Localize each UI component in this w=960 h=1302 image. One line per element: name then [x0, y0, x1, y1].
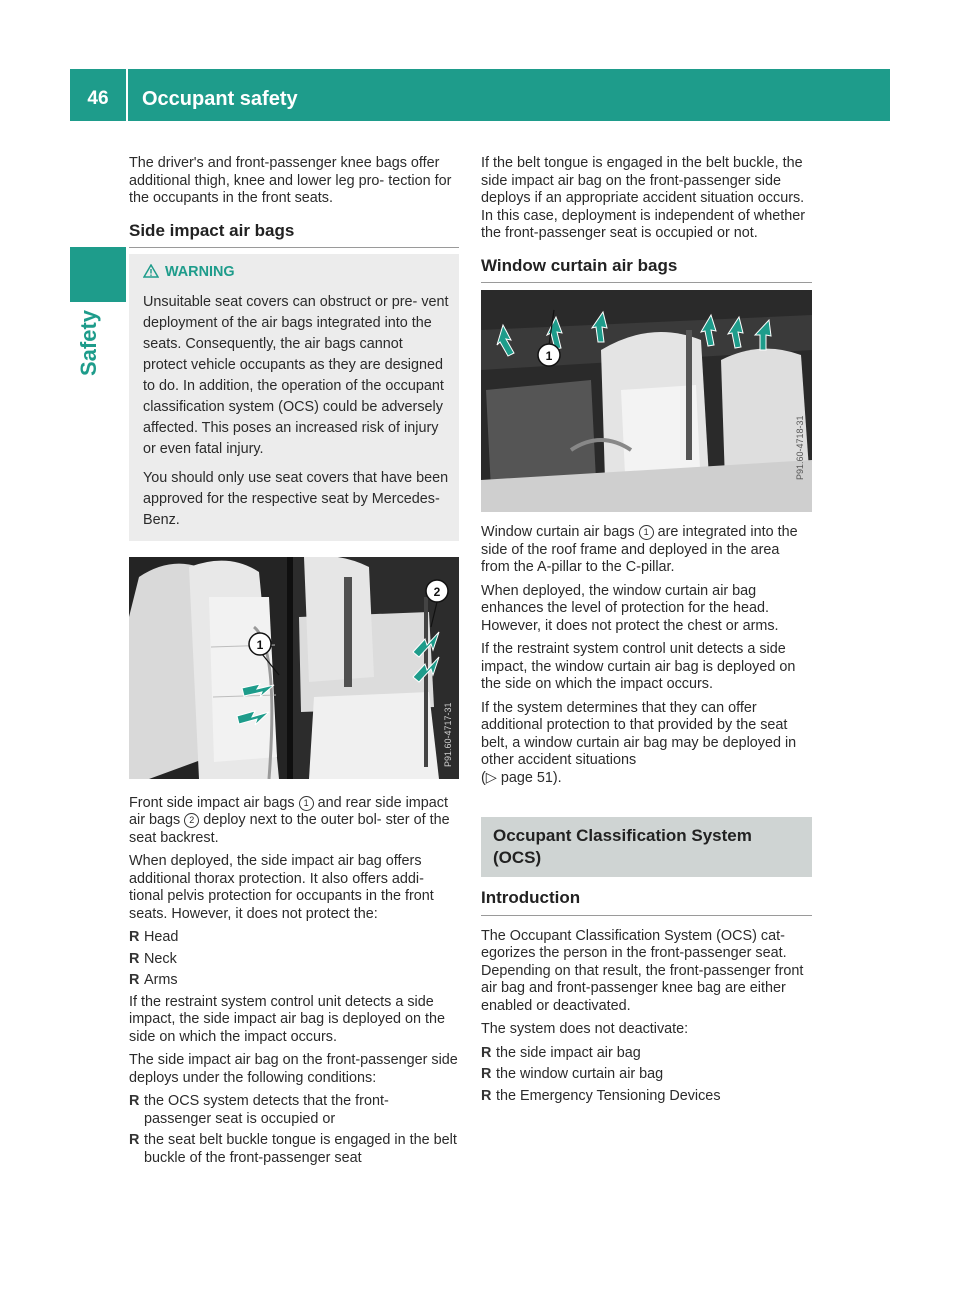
page-title: Occupant safety — [142, 88, 298, 110]
warning-text-2: You should only use seat covers that have been approved for the respective seat by Mercedes-Benz. — [143, 469, 449, 528]
callout-1-label: 1 — [256, 637, 264, 652]
side-impact-paragraph-2: When deployed, the side impact air bag offers additional thorax protection. It also offers addi- tional pelvis protection for occupants in the front seats. However, it does not protect the: — [129, 853, 434, 922]
ocs-section-heading-box — [481, 817, 812, 877]
window-curtain-paragraph-2: When deployed, the window curtain air bag enhances the level of protection for the head. However, it does not protect the chest or arms. — [481, 582, 779, 634]
heading-rule — [129, 247, 459, 248]
figure-code: P91.60-4718-31 — [795, 415, 805, 480]
sidebar-tab — [70, 247, 126, 302]
ocs-intro-paragraph: The Occupant Classification System (OCS) cat- egorizes the person in the front-passenger seat. Depending on that result, the front-passenger front air bag and front-passenger knee bag are either enabled or deactivated. — [481, 927, 804, 1014]
list-item: R Neck — [129, 950, 177, 967]
side-impact-paragraph-1: Front side impact air bags 1 and rear side impact air bags 2 deploy next to the outer bol- ster of the seat backrest. — [129, 794, 450, 846]
callout-2-label: 2 — [433, 584, 441, 599]
figure-code: P91.60-4717-31 — [443, 701, 453, 767]
list-item: R the OCS system detects that the front- passenger seat is occupied or — [129, 1093, 389, 1127]
header-divider — [126, 69, 128, 121]
heading-rule — [481, 282, 812, 283]
warning-text-1: Unsuitable seat covers can obstruct or pre- vent deployment of the air bags integrated into the seats. Consequently, the air bags cannot protect vehicle occupants as they are designed to do. In addition, the operation of the occupant classification system (OCS) could be adversely affected. This poses an increased risk of injury or even fatal injury. — [143, 293, 449, 457]
window-curtain-paragraph-1: Window curtain air bags 1 are integrated into the side of the roof frame and deployed in the area from the A-pillar to the C-pillar. — [481, 524, 798, 575]
list-item: R Arms — [129, 972, 178, 988]
page-header — [70, 69, 890, 121]
page-reference-link[interactable]: page 51). — [500, 769, 562, 786]
warning-title: WARNING — [143, 264, 449, 282]
callout-ref-1: 1 — [639, 525, 654, 540]
window-curtain-illustration — [481, 290, 812, 512]
callout-1-label: 1 — [545, 349, 553, 363]
list-item: R Head — [129, 929, 179, 945]
window-curtain-paragraph-4: If the system determines that they can offer additional protection to that provided by the seat belt, a window curtain air bag may be deployed in other accident situations (▷ page 51). — [481, 699, 797, 786]
heading-rule — [481, 915, 812, 916]
page-ref-arrow-icon: ▷ — [485, 769, 497, 786]
side-impact-figure — [129, 557, 459, 779]
belt-tongue-paragraph: If the belt tongue is engaged in the belt buckle, the side impact air bag on the front-passenger side deploys if an appropriate accident situation occurs. In this case, deployment is independent of whether the front-passenger seat is occupied or not. — [481, 155, 805, 241]
ocs-heading-line-2: (OCS) — [493, 848, 542, 867]
warning-box — [129, 254, 459, 541]
page-number: 46 — [87, 88, 109, 109]
left-column — [129, 155, 459, 1171]
list-item: R the side impact air bag — [481, 1044, 641, 1061]
window-curtain-paragraph-3: If the restraint system control unit detects a side impact, the window curtain air bag is deployed on the side on which the impact occurs. — [481, 641, 796, 692]
callout-ref-1: 1 — [299, 796, 314, 811]
right-column — [481, 155, 812, 1109]
list-item: R the seat belt buckle tongue is engaged in the belt buckle of the front-passenger seat — [129, 1132, 457, 1166]
side-impact-paragraph-3: If the restraint system control unit detects a side impact, the side impact air bag is deployed on the side on which the impact occurs. — [129, 993, 445, 1045]
section-heading-introduction: Introduction — [481, 888, 581, 907]
callout-ref-2: 2 — [184, 813, 199, 828]
list-item: R the window curtain air bag — [481, 1066, 664, 1082]
ocs-not-deactivate-paragraph: The system does not deactivate: — [481, 1021, 689, 1037]
ocs-heading-line-1: Occupant Classification System — [493, 826, 752, 845]
section-heading-side-impact: Side impact air bags — [129, 220, 295, 240]
section-heading-window-curtain: Window curtain air bags — [481, 255, 678, 275]
window-curtain-figure — [481, 290, 812, 512]
side-impact-illustration — [129, 557, 459, 779]
intro-paragraph: The driver's and front-passenger knee bags offer additional thigh, knee and lower leg pro- tection for the occupants in the front seats. — [129, 155, 452, 206]
list-item: R the Emergency Tensioning Devices — [481, 1087, 721, 1104]
side-impact-paragraph-4: The side impact air bag on the front-passenger side deploys under the following conditions: — [129, 1052, 458, 1086]
warning-triangle-icon — [143, 264, 159, 278]
